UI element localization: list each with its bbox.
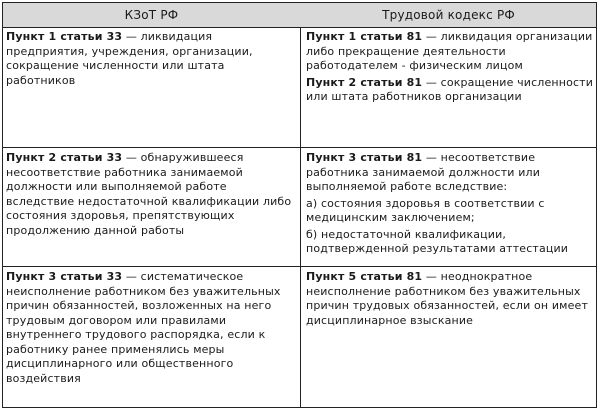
article-text: — систематическое неисполнение работником без уважительных причин обязанностей, возложенных на него трудовым договором или правилами внутреннего трудового распорядка, если к работнику ранее применялись меры дисциплинарного или общественного воздействия [6, 270, 281, 385]
table-row [3, 148, 596, 267]
article-ref: Пункт 1 статьи 33 [6, 30, 123, 43]
article-text: — несоответствие работника занимаемой должности или выполняемой работе вследствие: [306, 151, 541, 193]
table-header [3, 3, 596, 28]
article-text: — обнаружившееся несоответствие работника занимаемой должности или выполняемой работе вследствие недостаточной квалификации либо состояния здоровья, препятствующих продолжению данной работы [6, 151, 292, 237]
article-text: а) состояния здоровья в соответствии с медицинским заключением; [306, 196, 545, 224]
article-text: — ликвидация организации либо прекращение деятельности работодателем - физическим лицом [306, 30, 593, 72]
paragraph [306, 76, 594, 105]
row-3-tk-cell [306, 270, 594, 328]
article-text: б) недостаточной квалификации, подтвержденной результатами аттестации [306, 227, 569, 255]
article-ref: Пункт 5 статьи 81 [306, 270, 423, 283]
article-text: — неоднократное неисполнение работником без уважительных причин трудовых обязанностей, если он имеет дисциплинарное взыскание [306, 270, 589, 327]
paragraph [306, 228, 594, 257]
article-ref: Пункт 2 статьи 33 [6, 151, 123, 164]
row-3-kzot-cell [6, 270, 296, 386]
article-ref: Пункт 1 статьи 81 [306, 30, 423, 43]
row-1-kzot-cell [6, 30, 296, 88]
header-tk: Трудовой кодекс РФ [382, 8, 515, 22]
paragraph [306, 151, 594, 195]
table-row [3, 27, 596, 148]
paragraph [306, 30, 594, 74]
paragraph [306, 197, 594, 226]
paragraph [306, 270, 594, 328]
row-2-tk-cell [306, 151, 594, 257]
paragraph [6, 30, 296, 88]
comparison-table [2, 2, 597, 408]
header-kzot: КЗоТ РФ [124, 8, 179, 22]
paragraph [6, 151, 296, 238]
table-row [3, 267, 596, 407]
paragraph [6, 270, 296, 386]
article-ref: Пункт 2 статьи 81 [306, 75, 423, 89]
row-1-tk-cell [306, 30, 594, 105]
article-text: — ликвидация предприятия, учреждения, организации, сокращение численности или штата работников [6, 30, 253, 87]
article-ref: Пункт 3 статьи 33 [6, 270, 123, 283]
article-ref: Пункт 3 статьи 81 [306, 151, 423, 164]
row-2-kzot-cell [6, 151, 296, 238]
article-text: — сокращение численности или штата работников организации [306, 75, 594, 103]
